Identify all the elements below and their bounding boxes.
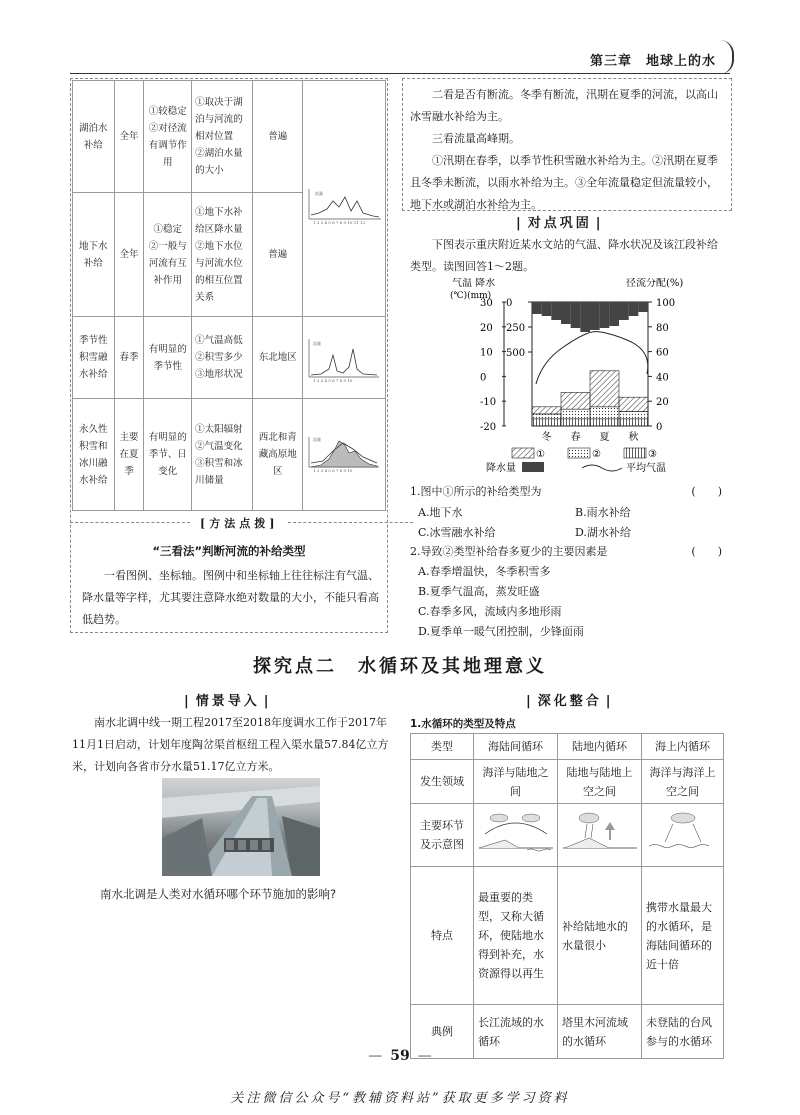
chart-right-label: 径流分配(%)	[626, 278, 684, 289]
practice-label-text: 对点巩固	[527, 216, 592, 231]
cycle-table-title: 1.水循环的类型及特点	[410, 718, 516, 730]
table-cell: 陆地与陆地上空之间	[558, 760, 642, 804]
diagram-cell	[642, 804, 724, 867]
supply-factor: ①取决于湖泊与河流的相对位置 ②湖泊水量的大小	[192, 81, 253, 193]
legend-precip-swatch	[522, 462, 544, 472]
glacier-graph	[303, 401, 385, 509]
diagram-cell	[474, 804, 558, 867]
table-row	[73, 81, 386, 193]
supply-region: 西北和青藏高原地区	[253, 399, 303, 511]
q2-stem: 2.导致②类型补给春多夏少的主要因素是	[410, 545, 608, 558]
precip-bar	[551, 302, 561, 320]
footer-note: 关注微信公众号“教辅资料站”获取更多学习资料	[230, 1091, 570, 1106]
precip-tick-label: 500	[506, 348, 526, 359]
svg-text:1 2 3 4 5 6 7 8 9 10 11 12: 1 2 3 4 5 6 7 8 9 10 11 12	[312, 219, 366, 225]
q2-paren: ( )	[691, 545, 722, 558]
svg-text:1 2 3 4 5 6 7 8 9 10: 1 2 3 4 5 6 7 8 9 10	[312, 377, 353, 383]
precip-tick-label: 250	[506, 323, 526, 334]
q1-option-b[interactable]: B.雨水补给	[575, 506, 631, 519]
precip-bar	[609, 302, 619, 326]
supply-feature: ①稳定 ②一般与河流有互补作用	[144, 193, 192, 317]
table-header: 海陆间循环	[474, 734, 558, 760]
legend-label: ③	[648, 449, 657, 460]
legend-swatch	[512, 448, 534, 458]
table-cell: 塔里木河流域的水循环	[558, 1005, 642, 1059]
table-row	[411, 760, 724, 804]
table-header: 海上内循环	[642, 734, 724, 760]
season-label: 夏	[599, 432, 610, 443]
section2-title: 探究点二 水循环及其地理意义	[253, 656, 547, 677]
svg-text:流量: 流量	[314, 190, 323, 196]
runoff-bar	[590, 419, 619, 426]
runoff-bar	[561, 392, 590, 409]
chapter-bracket	[720, 40, 734, 74]
precip-bar	[629, 302, 639, 316]
runoff-tick-label: 0	[656, 422, 663, 433]
precip-bar	[600, 302, 610, 328]
question-1	[410, 482, 730, 502]
runoff-bar	[561, 419, 590, 426]
runoff-bar	[619, 397, 648, 411]
deep-label	[522, 690, 618, 709]
table-cell: 海洋与海洋上空之间	[642, 760, 724, 804]
precip-bar	[532, 302, 542, 314]
supply-time: 春季	[114, 317, 144, 399]
runoff-bar	[532, 414, 561, 419]
table-row	[411, 804, 724, 867]
precip-bar	[542, 302, 552, 316]
supply-time: 全年	[114, 193, 144, 317]
legend-temp-label: 平均气温	[626, 463, 666, 474]
table-cell: 典例	[411, 1005, 474, 1059]
table-cell: 发生领域	[411, 760, 474, 804]
snowmelt-graph	[303, 319, 385, 397]
canal-photo	[162, 778, 320, 876]
season-label: 秋	[628, 432, 639, 443]
sea-land-cycle-diagram	[475, 804, 557, 860]
header-rule	[70, 73, 730, 74]
table-row	[411, 734, 724, 760]
table-cell: 长江流域的水循环	[474, 1005, 558, 1059]
supply-name: 永久性积雪和冰川融水补给	[73, 399, 115, 511]
page-number-text: 59	[390, 1048, 410, 1064]
table-cell: 主要环节及示意图	[411, 804, 474, 867]
temp-tick-label: 20	[480, 322, 493, 334]
table-row	[73, 399, 386, 511]
right-para-1: 二看是否有断流。冬季有断流，汛期在夏季的河流，以高山冰雪融水补给为主。	[410, 88, 718, 123]
runoff-bar	[619, 419, 648, 426]
supply-table	[72, 80, 386, 511]
supply-feature: 有明显的季节、日变化	[144, 399, 192, 511]
runoff-tick-label: 40	[656, 372, 669, 384]
temp-tick-label: 10	[480, 347, 493, 359]
supply-region: 普遍	[253, 81, 303, 193]
practice-intro: 下图表示重庆附近某水文站的气温、降水状况及该江段补给类型。读图回答1～2题。	[410, 238, 718, 273]
table-row	[411, 867, 724, 1005]
temp-tick-label: -20	[480, 422, 497, 433]
scene-label	[180, 690, 276, 709]
question-2	[410, 542, 730, 562]
climate-chart	[448, 278, 748, 488]
chapter-header: 第三章 地球上的水	[590, 54, 717, 69]
method-title-text: 方法点拨	[209, 517, 270, 530]
canal-photo-image	[162, 778, 320, 876]
table-cell: 最重要的类型，又称大循环，使陆地水得到补充，水资源得以再生	[474, 867, 558, 1005]
runoff-tick-label: 60	[656, 347, 669, 359]
method-subtitle: “三看法”判断河流的补给类型	[152, 544, 306, 558]
temp-tick-label: -10	[480, 397, 497, 409]
temp-tick-label: 0	[480, 372, 487, 384]
sea-cycle-diagram	[643, 804, 723, 860]
temp-tick-label: 30	[480, 298, 493, 309]
runoff-bar	[532, 419, 561, 426]
graph-cell	[302, 81, 385, 317]
page-number: — 59 —	[368, 1048, 432, 1064]
svg-text:流量: 流量	[312, 340, 321, 346]
q1-paren: ( )	[691, 485, 722, 498]
runoff-tick-label: 100	[656, 298, 676, 309]
method-body: 一看图例、坐标轴。图例中和坐标轴上往往标注有气温、降水量等字样，尤其要注意降水绝对数量的大小，不能只看高低趋势。	[82, 569, 379, 626]
supply-region: 普遍	[253, 193, 303, 317]
deep-label-text: 深化整合	[537, 694, 602, 709]
q1-option-a[interactable]: A.地下水	[418, 506, 463, 519]
q2-option-d[interactable]: D.夏季单一暖气团控制，少锋面雨	[418, 625, 584, 638]
season-label: 冬	[541, 432, 552, 443]
supply-name: 季节性积雪融水补给	[73, 317, 115, 399]
svg-text:1 2 3 4 5 6 7 8 9 10: 1 2 3 4 5 6 7 8 9 10	[312, 467, 353, 473]
supply-factor: ①气温高低 ②积雪多少 ③地形状况	[192, 317, 253, 399]
precip-bar	[619, 302, 629, 320]
runoff-bar	[590, 371, 619, 407]
lake-groundwater-graph	[303, 89, 385, 309]
supply-time: 主要在夏季	[114, 399, 144, 511]
chart-left-units: (℃)(mm)	[450, 291, 492, 301]
legend-swatch	[624, 448, 646, 458]
q1-option-c[interactable]: C.冰雪融水补给	[418, 526, 496, 539]
table-cell: 海洋与陆地之间	[474, 760, 558, 804]
svg-text:流量: 流量	[312, 436, 321, 442]
precip-bar	[561, 302, 571, 324]
supply-feature: 有明显的季节性	[144, 317, 192, 399]
supply-time: 全年	[114, 81, 144, 193]
q2-option-b[interactable]: B.夏季气温高，蒸发旺盛	[418, 585, 540, 598]
practice-label	[512, 212, 608, 231]
cycle-table	[410, 733, 724, 1059]
graph-cell	[302, 399, 385, 511]
runoff-bar	[561, 409, 590, 419]
q1-option-d[interactable]: D.湖水补给	[575, 526, 631, 539]
right-para-2: 三看流量高峰期。	[432, 132, 520, 145]
q2-option-c[interactable]: C.春季多风，流域内多地形雨	[418, 605, 562, 618]
table-header: 陆地内循环	[558, 734, 642, 760]
legend-swatch	[568, 448, 590, 458]
precip-bar	[590, 302, 600, 330]
table-cell: 携带水量最大的水循环，是海陆间循环的近十倍	[642, 867, 724, 1005]
supply-region: 东北地区	[253, 317, 303, 399]
diagram-cell	[558, 804, 642, 867]
scene-question: 南水北调是人类对水循环哪个环节施加的影响?	[100, 887, 337, 901]
supply-name: 湖泊水补给	[73, 81, 115, 193]
legend-label: ②	[592, 449, 601, 460]
precip-bar	[638, 302, 648, 312]
precip-tick-label: 0	[506, 298, 513, 309]
q2-option-a[interactable]: A.春季增温快，冬季积雪多	[418, 565, 551, 578]
legend-temp-swatch	[582, 465, 622, 471]
table-cell: 未登陆的台风参与的水循环	[642, 1005, 724, 1059]
supply-feature: ①较稳定 ②对径流有调节作用	[144, 81, 192, 193]
method-title: [方法点拨]	[200, 517, 279, 530]
table-row	[73, 317, 386, 399]
right-para-3: ①汛期在春季，以季节性积雪融水补给为主。②汛期在夏季且冬季未断流，以雨水补给为主。③全年流量稳定但流量较小，地下水或湖泊水补给为主。	[410, 154, 718, 211]
q1-stem: 1.图中①所示的补给类型为	[410, 485, 542, 498]
scene-label-text: 情景导入	[195, 694, 260, 709]
precip-bar	[571, 302, 581, 328]
table-header: 类型	[411, 734, 474, 760]
graph-cell	[302, 317, 385, 399]
supply-factor: ①地下水补给区降水量 ②地下水位与河流水位的相互位置关系	[192, 193, 253, 317]
legend-precip-label: 降水量	[486, 463, 516, 474]
runoff-bar	[619, 412, 648, 419]
runoff-tick-label: 80	[656, 322, 669, 334]
scene-text: 南水北调中线一期工程2017至2018年度调水工作于2017年11月1日启动，计划年度陶岔渠首枢纽工程入渠水量57.84亿立方米，计划向各省市分水量51.17亿立方米。	[72, 716, 389, 773]
supply-factor: ①太阳辐射 ②气温变化 ③积雪和冰川储量	[192, 399, 253, 511]
legend-label: ①	[536, 449, 545, 460]
supply-name: 地下水补给	[73, 193, 115, 317]
land-cycle-diagram	[559, 804, 641, 860]
chart-left-label: 气温 降水	[452, 278, 496, 289]
table-cell: 补给陆地水的水量很小	[558, 867, 642, 1005]
runoff-bar	[532, 407, 561, 414]
season-label: 春	[570, 432, 581, 443]
precip-bar	[580, 302, 590, 332]
runoff-bar	[590, 407, 619, 419]
table-cell: 特点	[411, 867, 474, 1005]
runoff-tick-label: 20	[656, 397, 669, 409]
